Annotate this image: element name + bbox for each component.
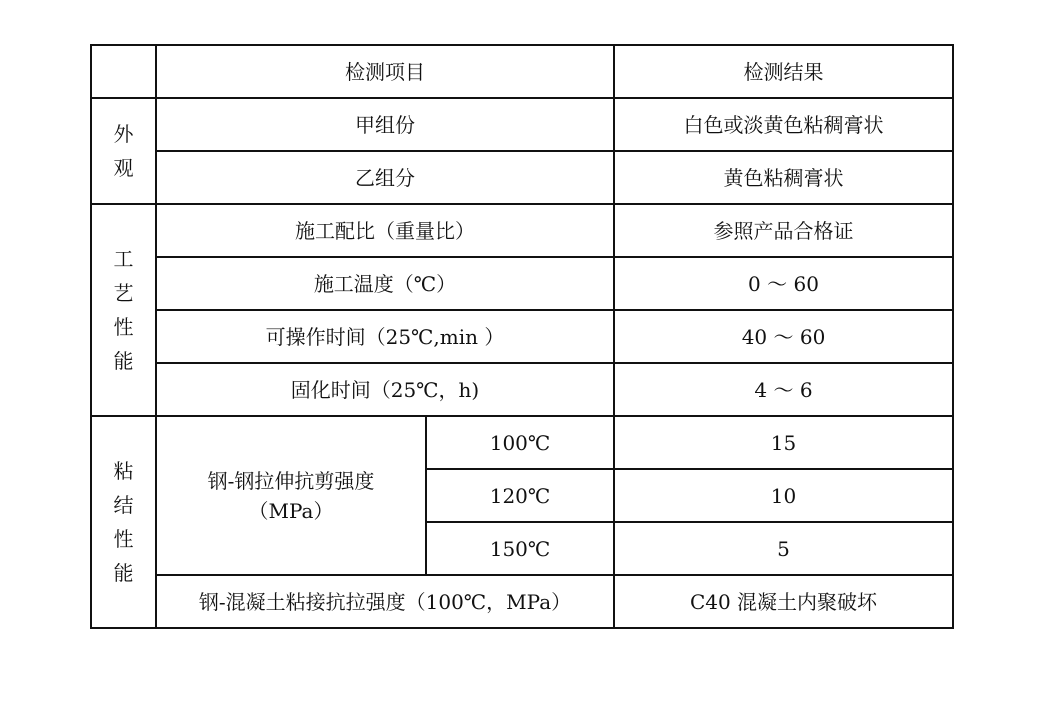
table-row bbox=[91, 575, 953, 628]
header-row bbox=[91, 45, 953, 98]
header-blank-cell bbox=[91, 45, 156, 98]
item-cell: 钢-混凝土粘接抗拉强度（100℃，MPa） bbox=[156, 575, 614, 628]
temperature-cell: 100℃ bbox=[426, 416, 614, 469]
group-bonding-cell bbox=[91, 416, 156, 628]
result-cell: 40 ～ 60 bbox=[614, 310, 953, 363]
temperature-cell: 120℃ bbox=[426, 469, 614, 522]
group-appearance-label: 外 观 bbox=[113, 122, 134, 180]
result-cell: 参照产品合格证 bbox=[614, 204, 953, 257]
result-cell: 白色或淡黄色粘稠膏状 bbox=[614, 98, 953, 151]
result-cell: 10 bbox=[614, 469, 953, 522]
item-cell: 固化时间（25℃，h) bbox=[156, 363, 614, 416]
result-cell: 4 ～ 6 bbox=[614, 363, 953, 416]
result-cell: 黄色粘稠膏状 bbox=[614, 151, 953, 204]
shear-strength-label-line1: 钢-钢拉伸抗剪强度 bbox=[207, 468, 375, 493]
spec-table bbox=[90, 44, 954, 629]
group-process-cell bbox=[91, 204, 156, 416]
shear-strength-label bbox=[208, 466, 375, 526]
shear-strength-label-line2: （MPa） bbox=[248, 498, 334, 523]
item-cell: 施工配比（重量比） bbox=[156, 204, 614, 257]
table-row bbox=[91, 151, 953, 204]
item-cell: 施工温度（℃） bbox=[156, 257, 614, 310]
table-row bbox=[91, 98, 953, 151]
header-result-cell: 检测结果 bbox=[614, 45, 953, 98]
table-row bbox=[91, 204, 953, 257]
item-cell: 乙组分 bbox=[156, 151, 614, 204]
shear-strength-cell bbox=[156, 416, 426, 575]
table-row bbox=[91, 257, 953, 310]
temperature-cell: 150℃ bbox=[426, 522, 614, 575]
group-bonding-label: 粘 结 性 能 bbox=[113, 459, 134, 585]
group-appearance-cell bbox=[91, 98, 156, 204]
table-row bbox=[91, 310, 953, 363]
result-cell: 0 ～ 60 bbox=[614, 257, 953, 310]
result-cell: 15 bbox=[614, 416, 953, 469]
header-item-cell: 检测项目 bbox=[156, 45, 614, 98]
table-row bbox=[91, 416, 953, 469]
item-cell: 可操作时间（25℃,min ） bbox=[156, 310, 614, 363]
group-process-label: 工 艺 性 能 bbox=[113, 247, 134, 373]
table-row bbox=[91, 363, 953, 416]
result-cell: C40 混凝土内聚破坏 bbox=[614, 575, 953, 628]
item-cell: 甲组份 bbox=[156, 98, 614, 151]
result-cell: 5 bbox=[614, 522, 953, 575]
